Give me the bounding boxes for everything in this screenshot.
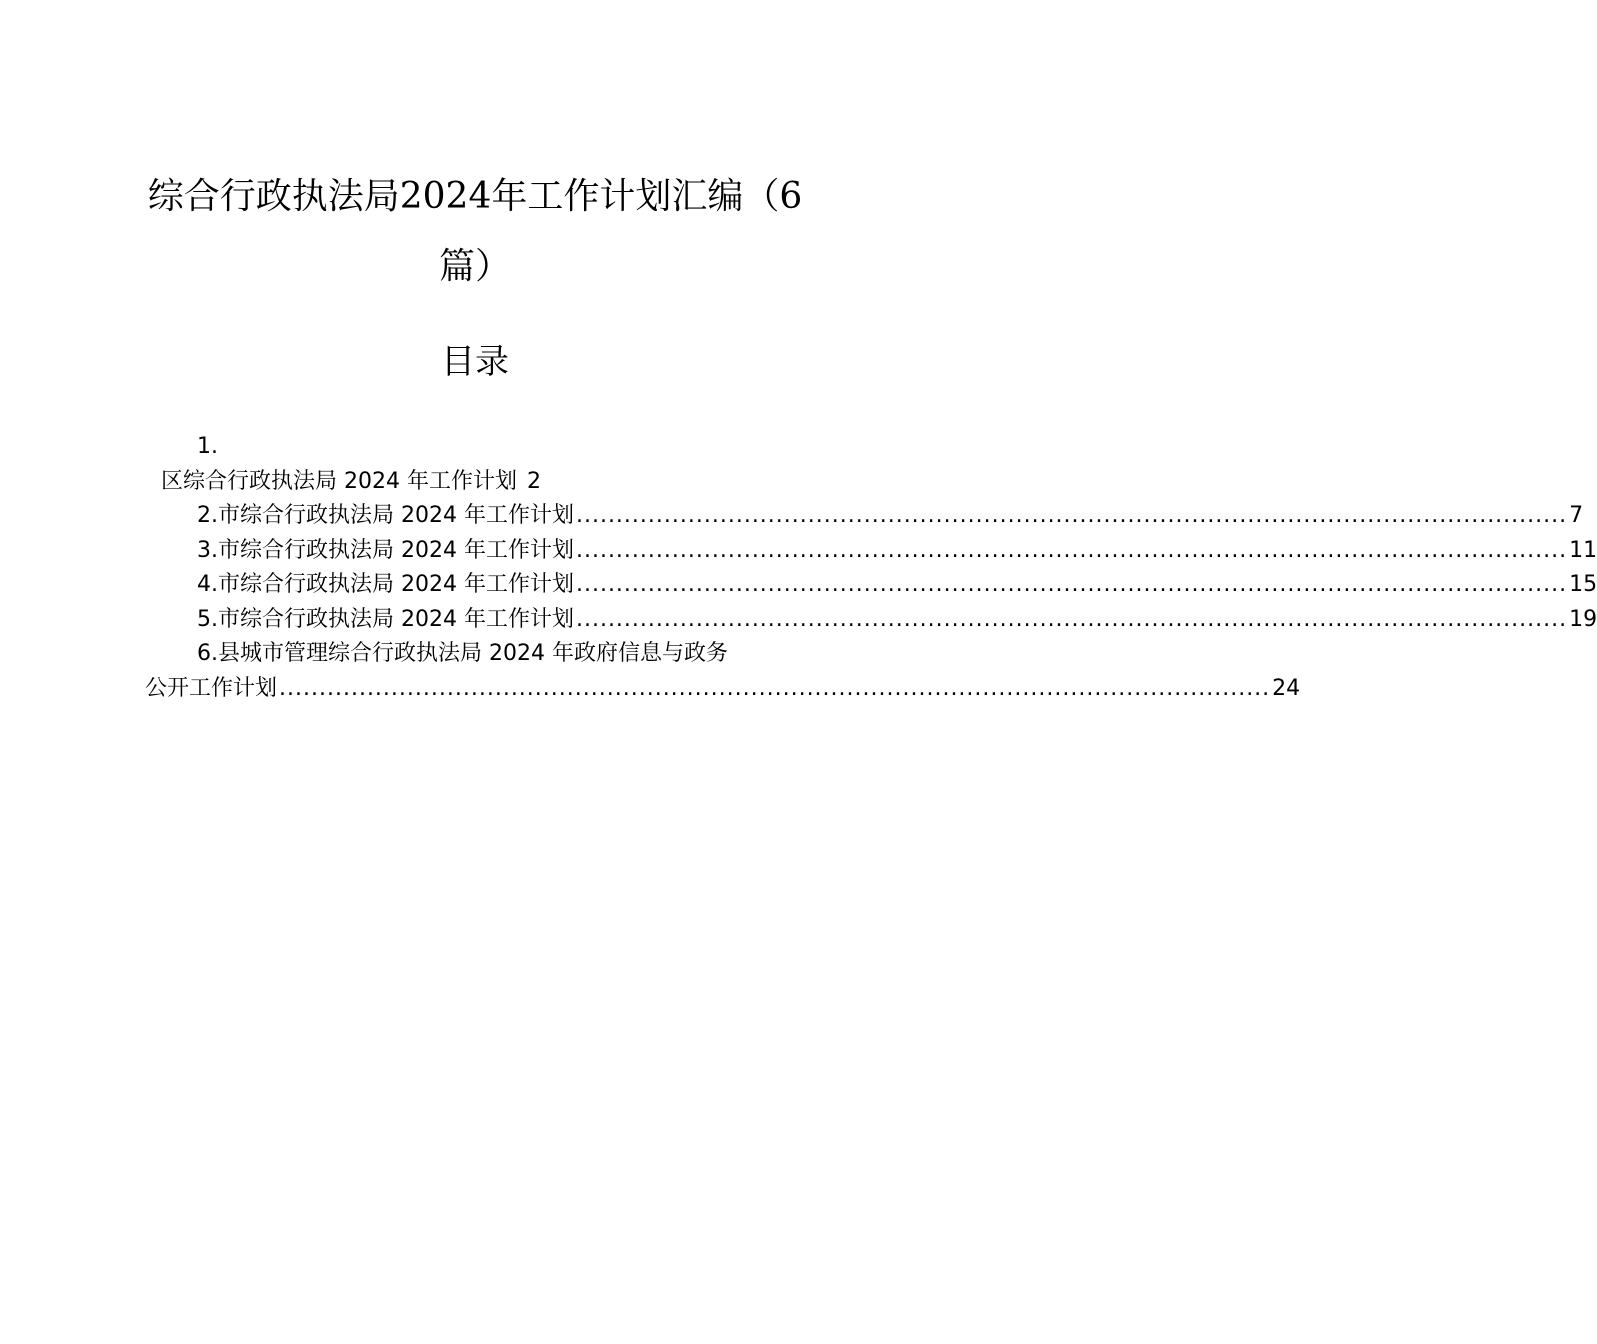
toc-entry-text: 3.市综合行政执法局 2024 年工作计划 [197,537,574,563]
toc-entry-page: 15 [1569,572,1597,597]
toc-heading: 目录 [441,342,509,382]
title-year: 2024 [399,176,492,217]
document-title [145,162,805,302]
toc-entry-text: 区综合行政执法局 2024 年工作计划 [161,468,517,494]
toc-leader: ............................................................................................................................ [279,675,1271,701]
title-line-2: 篇） [438,246,511,287]
toc-entry-number: 1. [197,434,218,459]
toc-entry-6-line-2[interactable] [145,672,1301,707]
toc-leader: ............................................................................................................................ [575,606,1568,632]
toc-entry-6-line-1[interactable] [145,637,805,672]
toc-entry-page: 2 [526,468,541,494]
toc-entry-4[interactable] [145,568,1597,603]
toc-leader: ............................................................................................................................ [575,503,1568,528]
toc-entry-3[interactable] [145,534,1597,569]
toc-leader: ............................................................................................................................ [575,572,1568,597]
title-line-1 [145,162,805,232]
toc-entry-text: 6.县城市管理综合行政执法局 2024 年政府信息与政务 [197,641,728,666]
title-count: 6 [779,176,803,217]
toc-entry-5[interactable] [145,603,1597,638]
title-prefix: 综合行政执法局 [147,176,400,217]
toc-leader: ............................................................................................................................ [575,537,1568,563]
toc-entry-page: 11 [1569,537,1597,563]
toc-entry-text: 4.市综合行政执法局 2024 年工作计划 [197,572,574,597]
toc-entry-text: 公开工作计划 [145,675,278,701]
toc-entry-1[interactable] [145,465,805,500]
table-of-contents [145,430,1597,706]
toc-entry-2[interactable] [145,499,1584,534]
toc-entry-page: 7 [1569,503,1584,528]
toc-entry-text: 5.市综合行政执法局 2024 年工作计划 [197,606,574,632]
toc-entry-page: 19 [1569,606,1597,632]
toc-entry-1-number[interactable] [145,430,805,465]
toc-entry-page: 24 [1272,675,1301,701]
toc-entry-text: 2.市综合行政执法局 2024 年工作计划 [197,503,574,528]
title-suffix: 年工作计划汇编（ [491,176,780,217]
